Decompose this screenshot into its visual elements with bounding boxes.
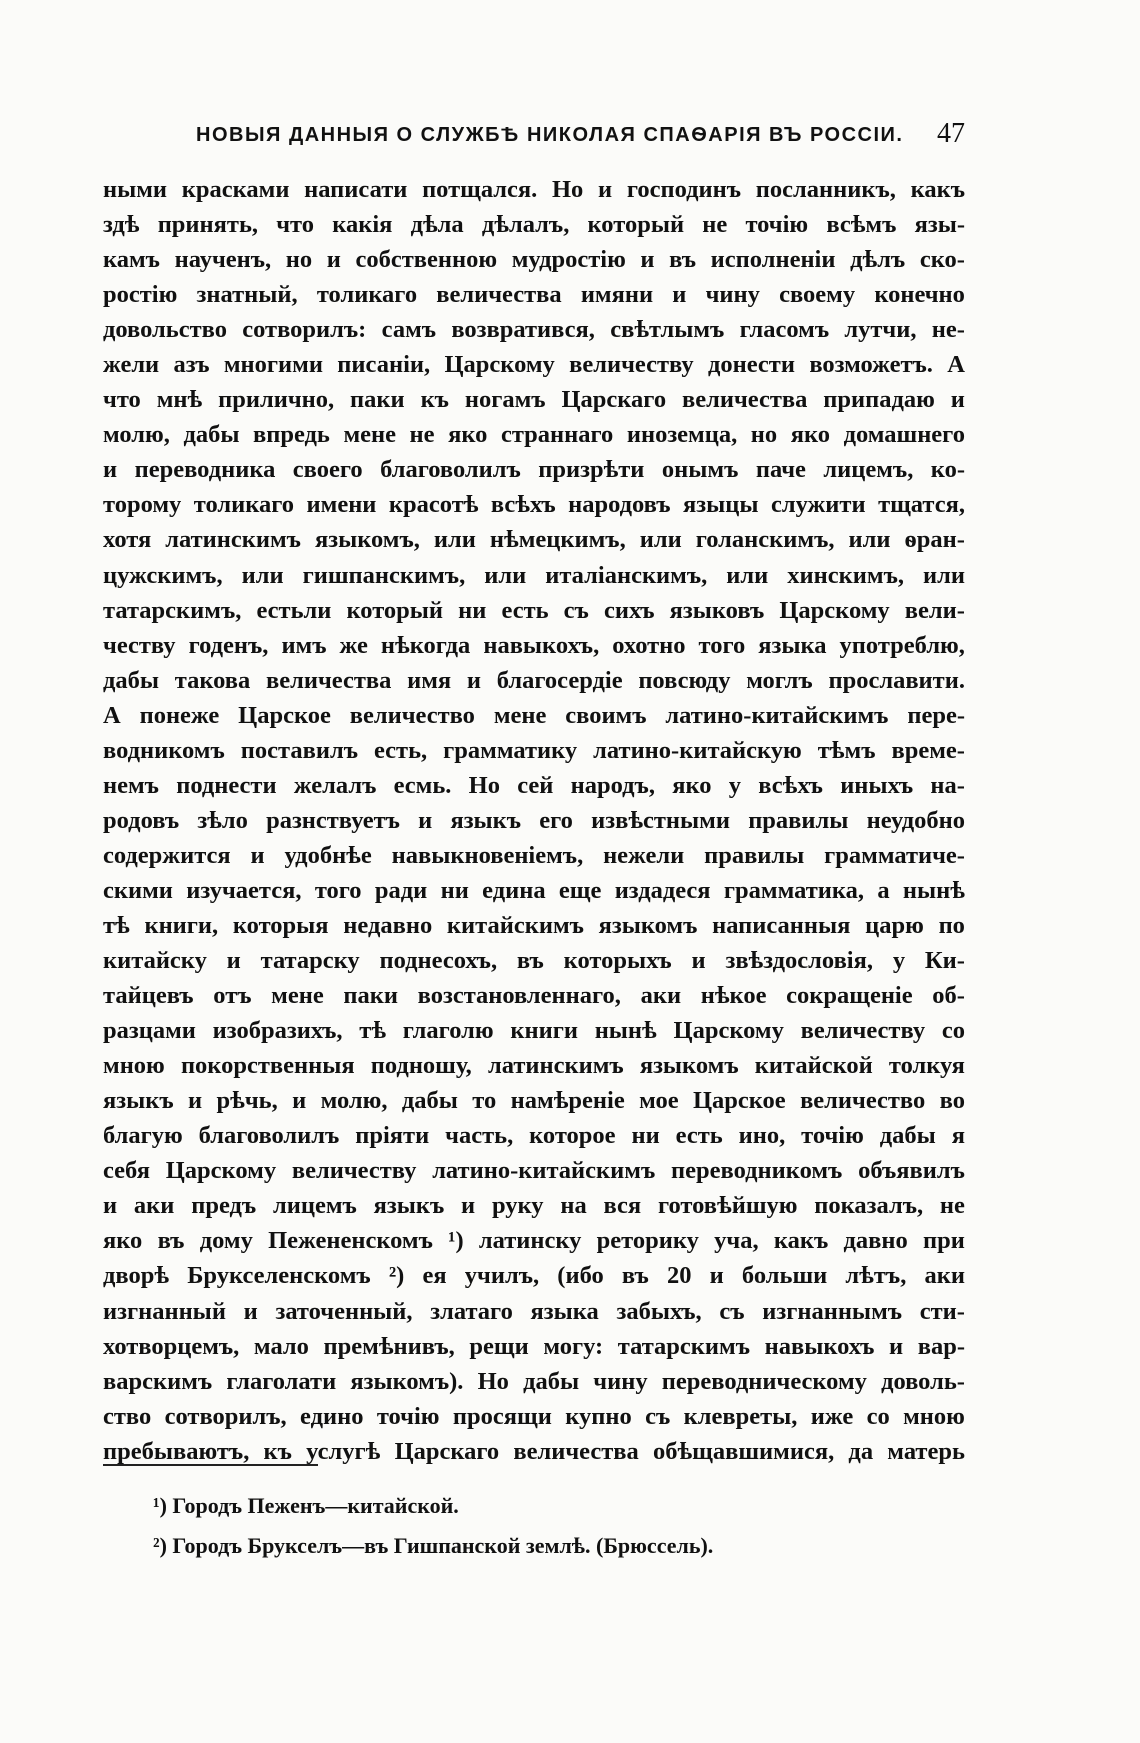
text-line: и переводника своего благоволилъ призрѣти онымъ паче лицемъ, ко- — [103, 456, 965, 484]
text-line: хотворцемъ, мало премѣнивъ, рещи могу: татарскимъ навыкохъ и вар- — [103, 1332, 965, 1360]
text-line: скими изучается, того ради ни едина еще издадеся грамматика, а нынѣ — [103, 876, 965, 904]
text-line: немъ поднести желалъ есмь. Но сей народъ, яко у всѣхъ иныхъ на- — [103, 771, 965, 799]
footnote-text: Городъ Пеженъ—китайской. — [172, 1493, 459, 1518]
footnote-1 — [153, 1486, 953, 1526]
text-line: А понеже Царское величество мене своимъ латино-китайскимъ пере- — [103, 701, 965, 729]
footnote-2 — [153, 1526, 953, 1566]
text-line: водникомъ поставилъ есть, грамматику латино-китайскую тѣмъ време- — [103, 736, 965, 764]
text-line: здѣ принять, что какія дѣла дѣлалъ, который не точію всѣмъ язы- — [103, 211, 965, 239]
text-line: молю, дабы впредь мене не яко страннаго иноземца, но яко домашнего — [103, 421, 965, 449]
text-line: дабы такова величества имя и благосердіе повсюду моглъ прославити. — [103, 666, 965, 694]
text-line: китайску и татарску поднесохъ, въ которыхъ и звѣздословія, у Ки- — [103, 947, 965, 975]
text-line: мною покорственныя подношу, латинскимъ языкомъ китайской толкуя — [103, 1052, 965, 1080]
text-line: цужскимъ, или гишпанскимъ, или италіанскимъ, или хинскимъ, или — [103, 561, 965, 589]
footnote-mark: ²) — [153, 1533, 167, 1558]
text-line: хотя латинскимъ языкомъ, или нѣмецкимъ, или голанскимъ, или ѳран- — [103, 526, 965, 554]
text-line: татарскимъ, естьли который ни есть съ сихъ языковъ Царскому вели- — [103, 596, 965, 624]
text-line: языкъ и рѣчь, и молю, дабы то намѣреніе мое Царское величество во — [103, 1087, 965, 1115]
text-line: пребываютъ, къ услугѣ Царскаго величества обѣщавшимися, да матерь — [103, 1437, 965, 1465]
text-line: благую благоволилъ пріяти часть, которое ни есть ино, точію дабы я — [103, 1122, 965, 1150]
text-line: и аки предъ лицемъ языкъ и руку на вся готовѣйшую показалъ, не — [103, 1192, 965, 1220]
text-line: дворѣ Брукселенскомъ ²) ея училъ, (ибо въ 20 и больши лѣтъ, аки — [103, 1262, 965, 1290]
text-line: ство сотворилъ, едино точію просящи купно съ клевреты, иже со мною — [103, 1402, 965, 1430]
footnote-text: Городъ Брукселъ—въ Гишпанской землѣ. (Брюссель). — [172, 1533, 714, 1558]
running-head-title: НОВЫЯ ДАННЫЯ О СЛУЖБѢ НИКОЛАЯ СПАѲАРІЯ ВЪ РОССІИ. — [196, 124, 904, 146]
text-line: жели азъ многими писаніи, Царскому величеству донести возможетъ. А — [103, 351, 965, 379]
footnote-rule — [103, 1464, 318, 1466]
text-line: разцами изобразихъ, тѣ глаголю книги нынѣ Царскому величеству со — [103, 1017, 965, 1045]
text-line: что мнѣ прилично, паки къ ногамъ Царскаго величества припадаю и — [103, 386, 965, 414]
text-line: содержится и удобнѣе навыкновеніемъ, нежели правилы грамматиче- — [103, 841, 965, 869]
text-line: себя Царскому величеству латино-китайскимъ переводникомъ объявилъ — [103, 1157, 965, 1185]
text-line: ростію знатный, толикаго величества имяни и чину своему конечно — [103, 281, 965, 309]
text-line: яко въ дому Пежененскомъ ¹) латинску реторику уча, какъ давно при — [103, 1227, 965, 1255]
text-line: честву годенъ, имъ же нѣкогда навыкохъ, охотно того языка употреблю, — [103, 631, 965, 659]
text-line: торому толикаго имени красотѣ всѣхъ народовъ языцы служити тщатся, — [103, 491, 965, 519]
footnotes — [153, 1486, 953, 1566]
text-line: варскимъ глаголати языкомъ). Но дабы чину переводническому доволь- — [103, 1367, 965, 1395]
page-number: 47 — [937, 118, 965, 149]
text-line: родовъ зѣло разнствуетъ и языкъ его извѣстными правилы неудобно — [103, 806, 965, 834]
text-line: тайцевъ отъ мене паки возстановленнаго, аки нѣкое сокращеніе об- — [103, 982, 965, 1010]
text-line: тѣ книги, которыя недавно китайскимъ языкомъ написанныя царю по — [103, 911, 965, 939]
text-line: ными красками написати потщался. Но и господинъ посланникъ, какъ — [103, 176, 965, 203]
footnote-mark: ¹) — [153, 1493, 167, 1518]
text-line: довольство сотворилъ: самъ возвратився, свѣтлымъ гласомъ лутчи, не- — [103, 316, 965, 344]
text-line: камъ наученъ, но и собственною мудростію и въ исполненіи дѣлъ ско- — [103, 246, 965, 274]
body-text — [103, 172, 965, 1469]
text-line: изгнанный и заточенный, златаго языка забыхъ, съ изгнаннымъ сти- — [103, 1297, 965, 1325]
